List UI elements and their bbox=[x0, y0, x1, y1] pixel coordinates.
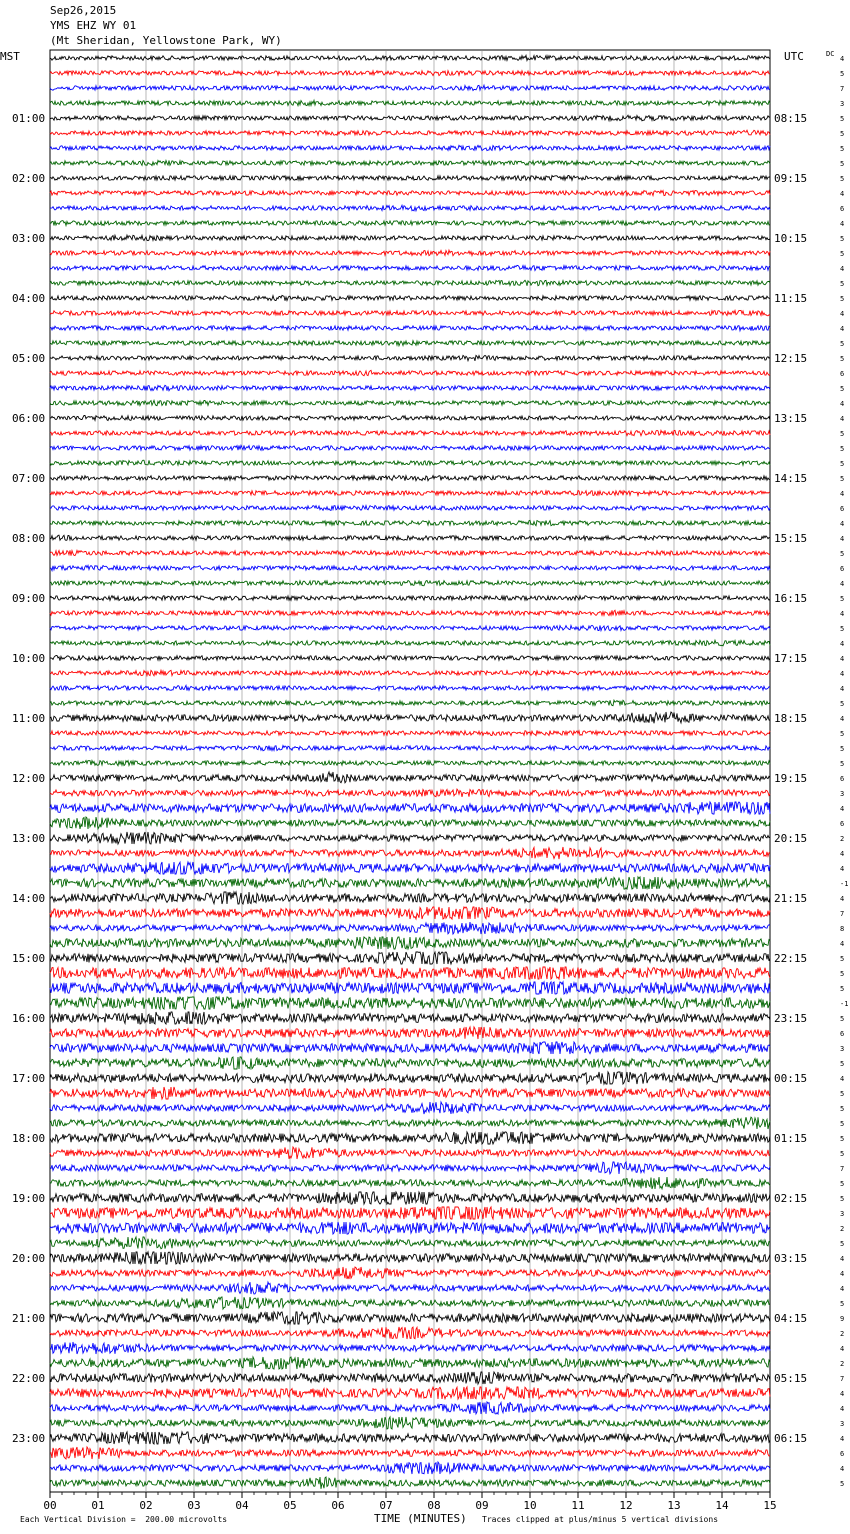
left-hour-label: 04:00 bbox=[12, 292, 46, 305]
dc-offset-label: 2 bbox=[840, 1225, 845, 1233]
dc-offset-label: 5 bbox=[840, 430, 845, 438]
dc-offset-label: 2 bbox=[840, 1360, 845, 1368]
dc-offset-label: 5 bbox=[840, 250, 845, 258]
right-hour-label: 08:15 bbox=[774, 112, 808, 125]
trace-row bbox=[50, 1312, 770, 1324]
dc-offset-label: 6 bbox=[840, 1450, 845, 1458]
trace-row bbox=[50, 130, 770, 135]
dc-offset-label: 6 bbox=[840, 205, 845, 213]
dc-offset-label: 5 bbox=[840, 70, 845, 78]
right-hour-label: 05:15 bbox=[774, 1372, 808, 1385]
trace-row bbox=[50, 1027, 770, 1039]
left-hour-label: 05:00 bbox=[12, 352, 46, 365]
trace-row bbox=[50, 907, 770, 919]
trace-row bbox=[50, 520, 770, 525]
right-hour-label: 21:15 bbox=[774, 892, 808, 905]
trace-row bbox=[50, 1342, 770, 1354]
trace-row bbox=[50, 385, 770, 390]
trace-row bbox=[50, 370, 770, 375]
x-tick-label: 10 bbox=[523, 1499, 537, 1512]
trace-row bbox=[50, 145, 770, 150]
trace-row bbox=[50, 746, 770, 751]
dc-offset-label: 6 bbox=[840, 1030, 845, 1038]
right-timezone-label: UTC bbox=[784, 50, 804, 63]
dc-offset-label: 3 bbox=[840, 1045, 845, 1053]
trace-row bbox=[50, 772, 770, 783]
trace-row bbox=[50, 1402, 770, 1414]
trace-row bbox=[50, 250, 770, 256]
dc-offset-label: 4 bbox=[840, 895, 845, 903]
dc-offset-label: 6 bbox=[840, 370, 845, 378]
trace-row bbox=[50, 832, 770, 844]
dc-offset-label: 4 bbox=[840, 415, 845, 423]
right-hour-label: 13:15 bbox=[774, 412, 808, 425]
trace-row bbox=[50, 85, 770, 90]
left-hour-label: 09:00 bbox=[12, 592, 46, 605]
dc-offset-label: 5 bbox=[840, 280, 845, 288]
dc-offset-label: 3 bbox=[840, 100, 845, 108]
trace-row bbox=[50, 1057, 770, 1069]
left-hour-label: 23:00 bbox=[12, 1432, 46, 1445]
x-tick-label: 01 bbox=[91, 1499, 105, 1512]
trace-row bbox=[50, 596, 770, 601]
trace-row bbox=[50, 205, 770, 211]
trace-row bbox=[50, 937, 770, 949]
left-hour-label: 14:00 bbox=[12, 892, 46, 905]
dc-offset-label: 4 bbox=[840, 715, 845, 723]
trace-row bbox=[50, 1477, 770, 1489]
trace-row bbox=[50, 1072, 770, 1084]
left-hour-label: 10:00 bbox=[12, 652, 46, 665]
trace-row bbox=[50, 1042, 770, 1054]
scale-note: Each Vertical Division = 200.00 microvolts bbox=[20, 1515, 228, 1524]
right-hour-label: 19:15 bbox=[774, 772, 808, 785]
dc-offset-label: 3 bbox=[840, 790, 845, 798]
dc-offset-label: 5 bbox=[840, 595, 845, 603]
trace-row bbox=[50, 1387, 770, 1399]
dc-offset-label: 4 bbox=[840, 1390, 845, 1398]
dc-offset-label: 2 bbox=[840, 1330, 845, 1338]
left-hour-label: 06:00 bbox=[12, 412, 46, 425]
trace-row bbox=[50, 295, 770, 300]
trace-row bbox=[50, 1012, 770, 1024]
dc-offset-label: 4 bbox=[840, 310, 845, 318]
trace-row bbox=[50, 789, 770, 797]
dc-offset-label: 4 bbox=[840, 655, 845, 663]
x-tick-label: 09 bbox=[475, 1499, 489, 1512]
right-hour-label: 02:15 bbox=[774, 1192, 808, 1205]
trace-row bbox=[50, 1372, 770, 1384]
dc-offset-label: 5 bbox=[840, 355, 845, 363]
dc-offset-label: 5 bbox=[840, 955, 845, 963]
left-hour-label: 02:00 bbox=[12, 172, 46, 185]
dc-offset-label: 5 bbox=[840, 235, 845, 243]
trace-row bbox=[50, 326, 770, 331]
trace-row bbox=[50, 982, 770, 994]
right-hour-label: 11:15 bbox=[774, 292, 808, 305]
trace-row bbox=[50, 71, 770, 76]
left-hour-label: 22:00 bbox=[12, 1372, 46, 1385]
dc-offset-label: 3 bbox=[840, 1210, 845, 1218]
left-hour-label: 03:00 bbox=[12, 232, 46, 245]
right-hour-label: 22:15 bbox=[774, 952, 808, 965]
dc-offset-label: 5 bbox=[840, 1105, 845, 1113]
trace-row bbox=[50, 581, 770, 586]
left-hour-label: 11:00 bbox=[12, 712, 46, 725]
x-tick-label: 03 bbox=[187, 1499, 201, 1512]
trace-row bbox=[50, 655, 770, 660]
right-hour-label: 23:15 bbox=[774, 1012, 808, 1025]
dc-offset-label: 5 bbox=[840, 625, 845, 633]
dc-offset-label: 6 bbox=[840, 820, 845, 828]
left-hour-label: 01:00 bbox=[12, 112, 46, 125]
dc-offset-label: 4 bbox=[840, 685, 845, 693]
trace-row bbox=[50, 115, 770, 121]
dc-offset-label: 5 bbox=[840, 130, 845, 138]
right-hour-label: 20:15 bbox=[774, 832, 808, 845]
trace-row bbox=[50, 565, 770, 570]
dc-offset-label: 4 bbox=[840, 1255, 845, 1263]
trace-row bbox=[50, 400, 770, 405]
dc-offset-label: 4 bbox=[840, 940, 845, 948]
trace-row bbox=[50, 476, 770, 481]
dc-offset-label: 4 bbox=[840, 1075, 845, 1083]
right-hour-label: 18:15 bbox=[774, 712, 808, 725]
trace-row bbox=[50, 1162, 770, 1174]
dc-offset-label: 6 bbox=[840, 565, 845, 573]
x-tick-label: 14 bbox=[715, 1499, 729, 1512]
trace-row bbox=[50, 685, 770, 690]
left-hour-label: 15:00 bbox=[12, 952, 46, 965]
dc-offset-label: 5 bbox=[840, 760, 845, 768]
trace-row bbox=[50, 1432, 770, 1444]
dc-offset-label: -1 bbox=[840, 1000, 849, 1008]
x-tick-label: 08 bbox=[427, 1499, 441, 1512]
trace-row bbox=[50, 445, 770, 450]
trace-row bbox=[50, 892, 770, 904]
trace-row bbox=[50, 1252, 770, 1264]
trace-row bbox=[50, 55, 770, 60]
dc-offset-label: 5 bbox=[840, 1300, 845, 1308]
trace-row bbox=[50, 1267, 770, 1279]
dc-offset-label: 5 bbox=[840, 1150, 845, 1158]
dc-offset-label: 5 bbox=[840, 1180, 845, 1188]
trace-row bbox=[50, 550, 770, 555]
left-hour-label: 18:00 bbox=[12, 1132, 46, 1145]
trace-row bbox=[50, 1207, 770, 1219]
trace-row bbox=[50, 761, 770, 766]
right-hour-label: 17:15 bbox=[774, 652, 808, 665]
dc-offset-label: 4 bbox=[840, 670, 845, 678]
dc-offset-label: 4 bbox=[840, 400, 845, 408]
dc-offset-label: 5 bbox=[840, 445, 845, 453]
trace-row bbox=[50, 847, 770, 859]
trace-row bbox=[50, 670, 770, 675]
dc-offset-label: 4 bbox=[840, 865, 845, 873]
trace-row bbox=[50, 355, 770, 360]
x-tick-label: 06 bbox=[331, 1499, 345, 1512]
x-tick-label: 07 bbox=[379, 1499, 393, 1512]
dc-offset-label: 4 bbox=[840, 1270, 845, 1278]
left-hour-label: 13:00 bbox=[12, 832, 46, 845]
dc-offset-label: 4 bbox=[840, 220, 845, 228]
dc-offset-label: 4 bbox=[840, 1405, 845, 1413]
dc-offset-label: 5 bbox=[840, 1135, 845, 1143]
dc-offset-label: 5 bbox=[840, 145, 845, 153]
trace-row bbox=[50, 1417, 770, 1429]
right-hour-label: 10:15 bbox=[774, 232, 808, 245]
left-hour-label: 17:00 bbox=[12, 1072, 46, 1085]
trace-row bbox=[50, 191, 770, 196]
x-tick-label: 11 bbox=[571, 1499, 585, 1512]
x-axis-title: TIME (MINUTES) bbox=[374, 1512, 467, 1525]
dc-offset-label: 5 bbox=[840, 175, 845, 183]
dc-offset-label: 8 bbox=[840, 925, 845, 933]
trace-row bbox=[50, 1222, 770, 1234]
trace-row bbox=[50, 700, 770, 706]
trace-row bbox=[50, 997, 770, 1009]
dc-offset-label: 4 bbox=[840, 805, 845, 813]
trace-row bbox=[50, 862, 770, 874]
trace-row bbox=[50, 1117, 770, 1129]
right-hour-label: 16:15 bbox=[774, 592, 808, 605]
dc-offset-label: 5 bbox=[840, 115, 845, 123]
dc-offset-label: 3 bbox=[840, 1420, 845, 1428]
dc-offset-label: 6 bbox=[840, 505, 845, 513]
trace-row bbox=[50, 1132, 770, 1144]
dc-offset-label: 4 bbox=[840, 850, 845, 858]
left-hour-label: 08:00 bbox=[12, 532, 46, 545]
trace-row bbox=[50, 1102, 770, 1114]
trace-row bbox=[50, 535, 770, 540]
dc-offset-label: 5 bbox=[840, 460, 845, 468]
dc-offset-label: 4 bbox=[840, 1465, 845, 1473]
dc-offset-label: 4 bbox=[840, 265, 845, 273]
trace-row bbox=[50, 610, 770, 615]
station-code: YMS EHZ WY 01 bbox=[50, 19, 137, 32]
trace-row bbox=[50, 1357, 770, 1369]
right-hour-label: 14:15 bbox=[774, 472, 808, 485]
dc-offset-label: 7 bbox=[840, 85, 845, 93]
dc-offset-label: 5 bbox=[840, 1195, 845, 1203]
trace-row bbox=[50, 235, 770, 240]
dc-offset-label: 4 bbox=[840, 325, 845, 333]
dc-offset-label: 5 bbox=[840, 475, 845, 483]
left-hour-label: 21:00 bbox=[12, 1312, 46, 1325]
dc-offset-label: 4 bbox=[840, 55, 845, 63]
left-hour-label: 12:00 bbox=[12, 772, 46, 785]
x-tick-label: 02 bbox=[139, 1499, 153, 1512]
trace-row bbox=[50, 460, 770, 465]
right-hour-label: 01:15 bbox=[774, 1132, 808, 1145]
dc-offset-label: 5 bbox=[840, 1015, 845, 1023]
right-hour-label: 03:15 bbox=[774, 1252, 808, 1265]
trace-row bbox=[50, 712, 770, 723]
dc-offset-label: 5 bbox=[840, 1060, 845, 1068]
dc-offset-label: 6 bbox=[840, 775, 845, 783]
right-hour-label: 00:15 bbox=[774, 1072, 808, 1085]
dc-offset-label: 4 bbox=[840, 535, 845, 543]
dc-offset-label: 4 bbox=[840, 490, 845, 498]
trace-row bbox=[50, 1147, 770, 1159]
plot-frame bbox=[50, 50, 770, 1492]
right-hour-label: 12:15 bbox=[774, 352, 808, 365]
trace-row bbox=[50, 1327, 770, 1339]
x-tick-label: 13 bbox=[667, 1499, 681, 1512]
trace-row bbox=[50, 1297, 770, 1309]
dc-offset-label: 5 bbox=[840, 700, 845, 708]
right-hour-label: 09:15 bbox=[774, 172, 808, 185]
x-tick-label: 04 bbox=[235, 1499, 249, 1512]
dc-offset-label: 7 bbox=[840, 1165, 845, 1173]
dc-offset-label: 5 bbox=[840, 1120, 845, 1128]
dc-offset-label: 4 bbox=[840, 1435, 845, 1443]
trace-row bbox=[50, 730, 770, 735]
x-tick-label: 15 bbox=[763, 1499, 777, 1512]
dc-offset-header: DC bbox=[826, 50, 835, 58]
dc-offset-label: 5 bbox=[840, 340, 845, 348]
trace-row bbox=[50, 625, 770, 630]
dc-offset-label: 5 bbox=[840, 160, 845, 168]
dc-offset-label: 7 bbox=[840, 1375, 845, 1383]
dc-offset-label: 7 bbox=[840, 910, 845, 918]
trace-row bbox=[50, 310, 770, 315]
trace-row bbox=[50, 341, 770, 346]
trace-row bbox=[50, 1282, 770, 1294]
dc-offset-label: 5 bbox=[840, 970, 845, 978]
trace-row bbox=[50, 817, 770, 829]
trace-row bbox=[50, 1462, 770, 1474]
left-hour-label: 19:00 bbox=[12, 1192, 46, 1205]
x-tick-label: 12 bbox=[619, 1499, 633, 1512]
dc-offset-label: 5 bbox=[840, 1090, 845, 1098]
dc-offset-label: 4 bbox=[840, 610, 845, 618]
trace-row bbox=[50, 640, 770, 646]
trace-row bbox=[50, 160, 770, 165]
dc-offset-label: 5 bbox=[840, 730, 845, 738]
right-hour-label: 06:15 bbox=[774, 1432, 808, 1445]
dc-offset-label: 4 bbox=[840, 1345, 845, 1353]
dc-offset-label: 4 bbox=[840, 520, 845, 528]
dc-offset-label: 5 bbox=[840, 1480, 845, 1488]
trace-row bbox=[50, 1177, 770, 1189]
dc-offset-label: 4 bbox=[840, 640, 845, 648]
trace-row bbox=[50, 922, 770, 934]
trace-row bbox=[50, 430, 770, 435]
dc-offset-label: 5 bbox=[840, 385, 845, 393]
trace-row bbox=[50, 1447, 770, 1459]
trace-row bbox=[50, 506, 770, 511]
trace-row bbox=[50, 265, 770, 270]
trace-row bbox=[50, 1087, 770, 1099]
trace-row bbox=[50, 416, 770, 421]
trace-row bbox=[50, 175, 770, 180]
left-hour-label: 20:00 bbox=[12, 1252, 46, 1265]
x-tick-label: 05 bbox=[283, 1499, 297, 1512]
dc-offset-label: -1 bbox=[840, 880, 849, 888]
trace-row bbox=[50, 952, 770, 964]
trace-row bbox=[50, 1237, 770, 1249]
clip-note: Traces clipped at plus/minus 5 vertical divisions bbox=[482, 1515, 719, 1524]
dc-offset-label: 5 bbox=[840, 295, 845, 303]
dc-offset-label: 5 bbox=[840, 1240, 845, 1248]
station-location: (Mt Sheridan, Yellowstone Park, WY) bbox=[50, 34, 282, 47]
right-hour-label: 15:15 bbox=[774, 532, 808, 545]
trace-row bbox=[50, 967, 770, 979]
left-timezone-label: MST bbox=[0, 50, 20, 63]
dc-offset-label: 5 bbox=[840, 745, 845, 753]
chart-date: Sep26,2015 bbox=[50, 4, 117, 17]
dc-offset-label: 4 bbox=[840, 1285, 845, 1293]
trace-row bbox=[50, 491, 770, 496]
trace-row bbox=[50, 280, 770, 286]
dc-offset-label: 4 bbox=[840, 190, 845, 198]
dc-offset-label: 9 bbox=[840, 1315, 845, 1323]
trace-row bbox=[50, 802, 770, 814]
right-hour-label: 04:15 bbox=[774, 1312, 808, 1325]
dc-offset-label: 2 bbox=[840, 835, 845, 843]
trace-row bbox=[50, 220, 770, 225]
trace-row bbox=[50, 1192, 770, 1204]
dc-offset-label: 5 bbox=[840, 985, 845, 993]
left-hour-label: 16:00 bbox=[12, 1012, 46, 1025]
left-hour-label: 07:00 bbox=[12, 472, 46, 485]
dc-offset-label: 4 bbox=[840, 580, 845, 588]
trace-row bbox=[50, 877, 770, 889]
trace-row bbox=[50, 100, 770, 105]
x-tick-label: 00 bbox=[43, 1499, 57, 1512]
dc-offset-label: 5 bbox=[840, 550, 845, 558]
